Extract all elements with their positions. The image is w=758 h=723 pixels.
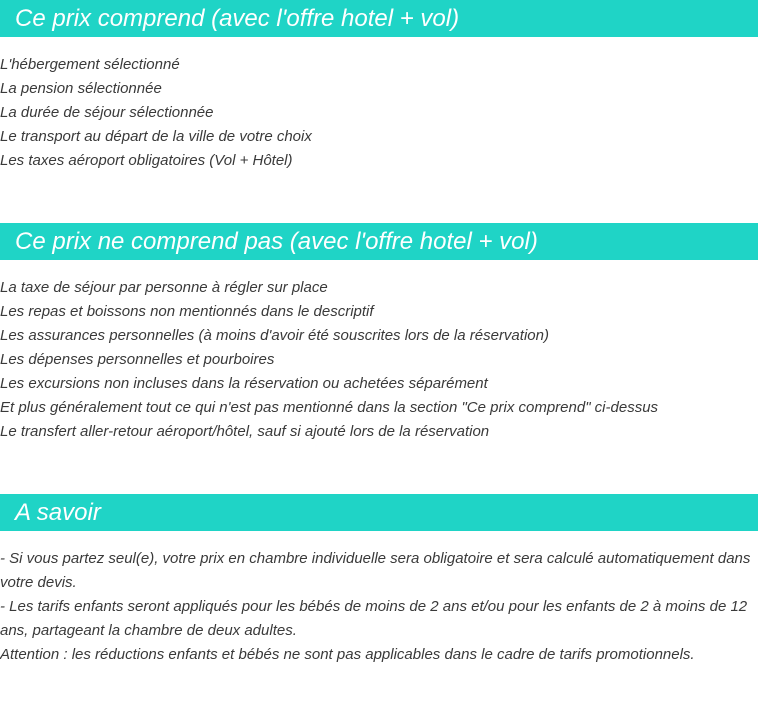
list-item: Le transport au départ de la ville de votre choix [0, 128, 312, 145]
not-included-list [0, 276, 658, 444]
note-attention: Attention : les réductions enfants et bébés ne sont pas applicables dans le cadre de tarifs promotionnels. [0, 646, 695, 663]
note-child-rates: - Les tarifs enfants seront appliqués pour les bébés de moins de 2 ans et/ou pour les enfants de 2 à moins de 12 ans, partageant la chambre de deux adultes. [0, 598, 748, 639]
included-list [0, 53, 312, 173]
list-item: Les assurances personnelles (à moins d'avoir été souscrites lors de la réservation) [0, 327, 549, 344]
section-title-not-included: Ce prix ne comprend pas (avec l'offre hotel + vol) [15, 228, 538, 255]
note-solo-traveler: - Si vous partez seul(e), votre prix en chambre individuelle sera obligatoire et sera calculé automatiquement dans votre devis. [0, 550, 751, 591]
list-item: La pension sélectionnée [0, 80, 162, 97]
list-item: Les excursions non incluses dans la réservation ou achetées séparément [0, 375, 488, 392]
list-item: L'hébergement sélectionné [0, 56, 180, 73]
section-header-included [0, 0, 758, 37]
section-title-included: Ce prix comprend (avec l'offre hotel + vol) [15, 5, 460, 32]
list-item: Les repas et boissons non mentionnés dans le descriptif [0, 303, 374, 320]
list-item: La durée de séjour sélectionnée [0, 104, 214, 121]
section-header-not-included [0, 223, 758, 260]
list-item: La taxe de séjour par personne à régler sur place [0, 279, 328, 296]
section-title-a-savoir: A savoir [15, 499, 101, 526]
list-item: Les dépenses personnelles et pourboires [0, 351, 275, 368]
list-item: Les taxes aéroport obligatoires (Vol + Hôtel) [0, 152, 293, 169]
section-header-a-savoir [0, 494, 758, 531]
list-item: Le transfert aller-retour aéroport/hôtel, sauf si ajouté lors de la réservation [0, 423, 490, 440]
list-item: Et plus généralement tout ce qui n'est pas mentionné dans la section "Ce prix comprend" ci-dessus [0, 399, 659, 416]
